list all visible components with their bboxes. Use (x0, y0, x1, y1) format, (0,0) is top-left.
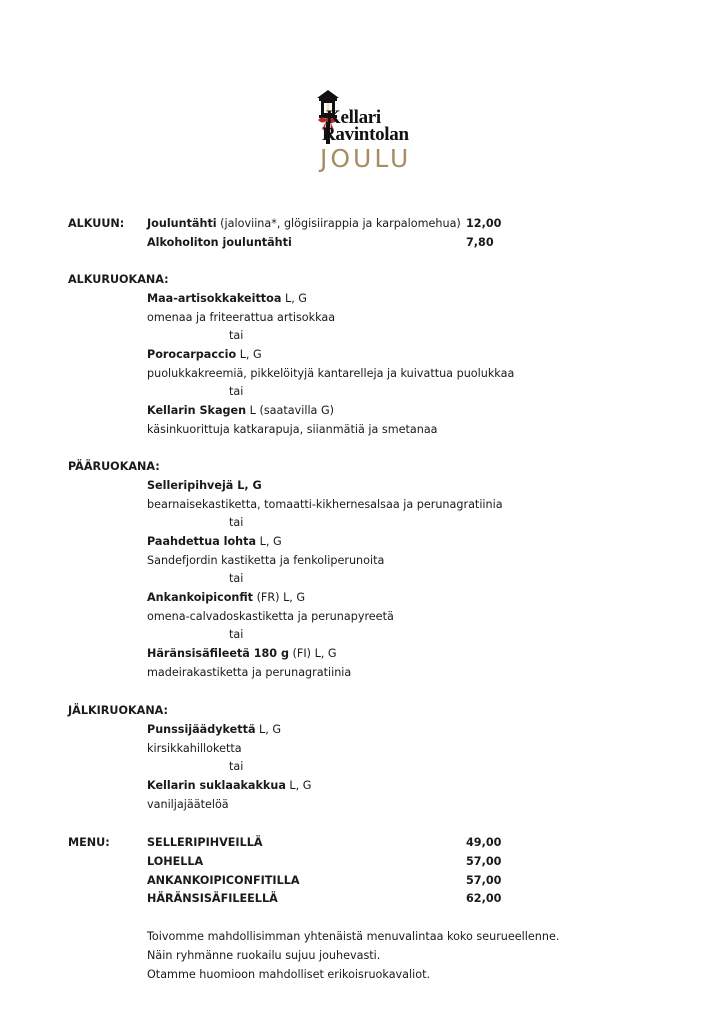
dish-desc: madeirakastiketta ja perunagratiinia (147, 666, 352, 679)
item-desc: (jaloviina*, glögisiirappia ja karpalomehua) (216, 217, 461, 230)
note-line: Toivomme mahdollisimman yhtenäistä menuvalintaa koko seurueellenne. (147, 930, 560, 943)
dish-title (147, 778, 311, 794)
dish-desc: omenaa ja friteerattua artisokkaa (147, 311, 336, 324)
menu-item (147, 216, 461, 232)
or-separator: tai (229, 516, 244, 529)
dish-tags: L (saatavilla G) (246, 404, 334, 417)
dish-title (147, 646, 337, 662)
section-label-alkuruokana: ALKURUOKANA: (68, 273, 169, 286)
dish-name: Paahdettua lohta (147, 535, 257, 548)
dish-tags: L, G (285, 779, 312, 792)
dish-title (147, 347, 262, 363)
dish-name: Maa-artisokkakeittoa (147, 292, 282, 305)
logo-line-3: JOULU (320, 144, 412, 173)
dish-desc: käsinkuorittuja katkarapuja, siianmätiä ja smetanaa (147, 423, 438, 436)
item-price: 7,80 (466, 236, 494, 249)
dish-title (147, 722, 281, 738)
or-separator: tai (229, 628, 244, 641)
dish-name: Kellarin suklaakakkua (147, 779, 286, 792)
dish-title (147, 478, 262, 494)
menu-option-name: SELLERIPIHVEILLÄ (147, 836, 263, 849)
dish-desc: vaniljajäätelöä (147, 798, 229, 811)
or-separator: tai (229, 329, 244, 342)
dish-desc: Sandefjordin kastiketta ja fenkoliperunoita (147, 554, 385, 567)
restaurant-logo (312, 88, 440, 180)
dish-title (147, 403, 334, 419)
or-separator: tai (229, 572, 244, 585)
dish-name: Ankankoipiconfit (147, 591, 254, 604)
menu-option-price: 49,00 (466, 836, 502, 849)
dish-tags: L, G (256, 535, 282, 548)
item-price: 12,00 (466, 217, 502, 230)
section-label-alkuun: ALKUUN: (68, 217, 125, 230)
menu-option-price: 57,00 (466, 855, 502, 868)
dish-tags: L, G (255, 723, 282, 736)
dish-desc: puolukkakreemiä, pikkelöityjä kantarelleja ja kuivattua puolukkaa (147, 367, 515, 380)
dish-name: Häränsisäfileetä 180 g (147, 647, 289, 660)
menu-option-name: HÄRÄNSISÄFILEELLÄ (147, 892, 278, 905)
section-label-paaruokana: PÄÄRUOKANA: (68, 460, 160, 473)
dish-tags: L, G (236, 348, 262, 361)
menu-option-price: 62,00 (466, 892, 502, 905)
menu-option-name: ANKANKOIPICONFITILLA (147, 874, 300, 887)
dish-tags: L, G (281, 292, 307, 305)
menu-item (147, 235, 292, 251)
dish-tags: (FI) L, G (289, 647, 337, 660)
dish-desc: bearnaisekastiketta, tomaatti-kikhernesalsaa ja perunagratiinia (147, 498, 503, 511)
note-line: Näin ryhmänne ruokailu sujuu jouhevasti. (147, 949, 381, 962)
dish-name: Kellarin Skagen (147, 404, 247, 417)
dish-desc: kirsikkahilloketta (147, 742, 242, 755)
section-label-menu: MENU: (68, 836, 110, 849)
dish-tags: (FR) L, G (253, 591, 306, 604)
logo-line-1: Kellari (326, 107, 381, 128)
dish-name: Selleripihvejä L, G (147, 479, 262, 492)
dish-name: Punssijäädykettä (147, 723, 256, 736)
or-separator: tai (229, 760, 244, 773)
dish-title (147, 590, 305, 606)
logo-line-2: Ravintolan (322, 124, 409, 145)
dish-desc: omena-calvadoskastiketta ja perunapyreetä (147, 610, 394, 623)
item-name: Alkoholiton jouluntähti (147, 236, 292, 249)
menu-option-name: LOHELLA (147, 855, 204, 868)
or-separator: tai (229, 385, 244, 398)
dish-title (147, 291, 307, 307)
menu-option-price: 57,00 (466, 874, 502, 887)
item-name: Jouluntähti (147, 217, 217, 230)
section-label-jalkiruokana: JÄLKIRUOKANA: (68, 704, 169, 717)
dish-name: Porocarpaccio (147, 348, 237, 361)
dish-title (147, 534, 282, 550)
note-line: Otamme huomioon mahdolliset erikoisruokavaliot. (147, 968, 431, 981)
